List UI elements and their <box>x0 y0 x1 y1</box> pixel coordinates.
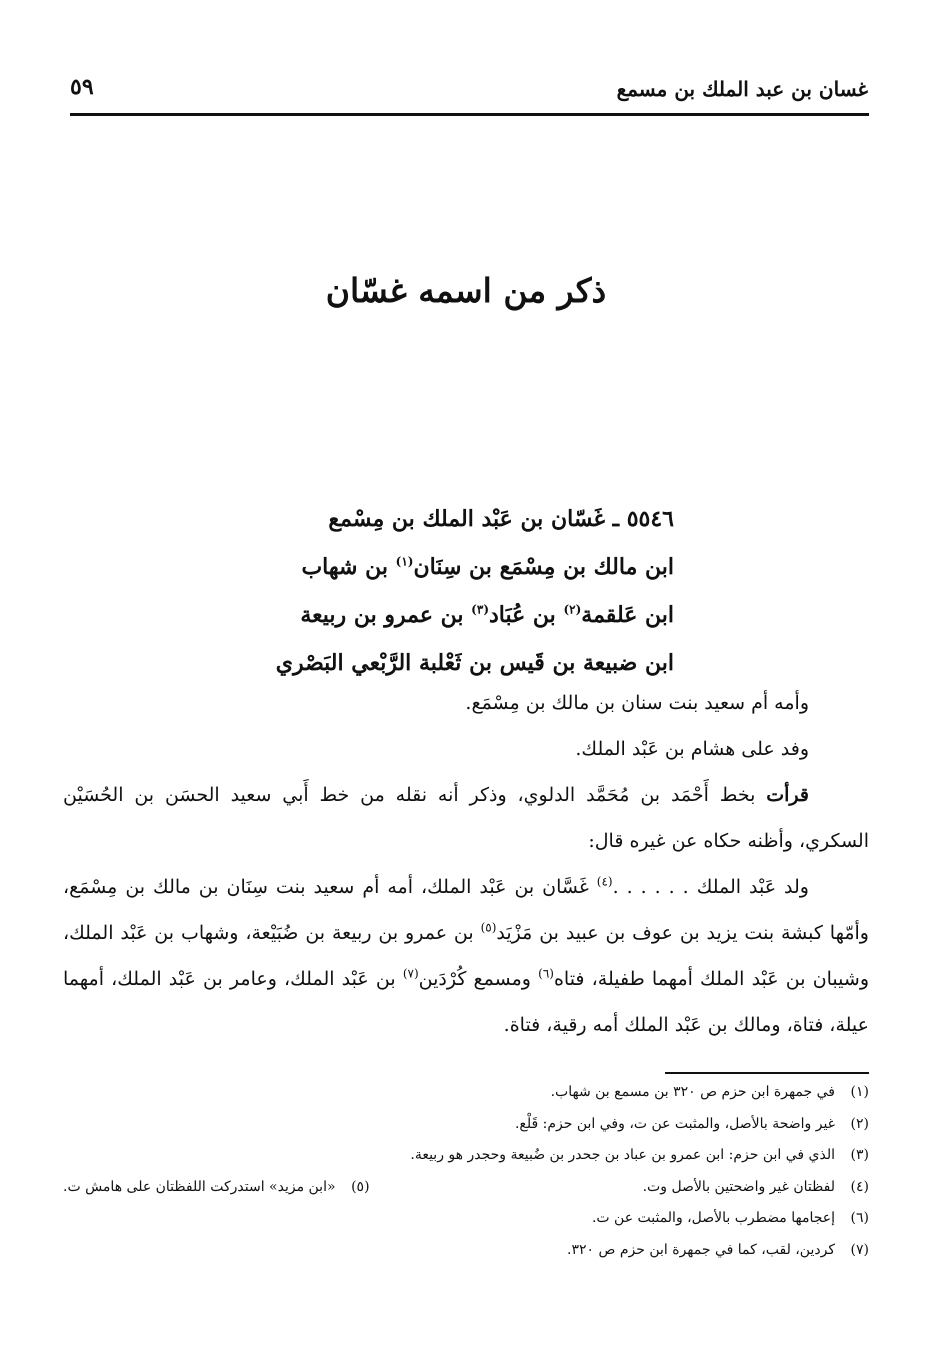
footnote-4 <box>63 1172 869 1204</box>
children-text-4: ومسمع كُرْدَين <box>418 968 531 990</box>
footnote-number: (٣) <box>850 1147 869 1163</box>
footnote-1 <box>63 1077 869 1109</box>
footnotes <box>63 1077 869 1266</box>
footnote-text: غير واضحة بالأصل، والمثبت عن ت، وفي ابن حزم: قَلْع. <box>514 1115 835 1132</box>
children-text-2: غَسَّان بن عَبْد الملك، أمه أم سعيد بنت سِنَان بن مالك بن مِسْمَع، وأمّها كبشة بنت يزيد بن عوف بن عبيد بن مَزْيَد <box>63 876 869 944</box>
entry-heading-line-2-text: ابن مالك بن مِسْمَع بن سِنَان <box>413 554 674 580</box>
footnote-rule <box>665 1072 869 1074</box>
footnote-number: (١) <box>850 1084 869 1100</box>
page-number: ٥٩ <box>70 74 94 100</box>
note-ref-1: (١) <box>395 554 414 569</box>
note-ref-4: (٤) <box>596 874 613 889</box>
entry-heading <box>234 495 674 687</box>
footnote-2 <box>63 1109 869 1141</box>
footnote-text: في جمهرة ابن حزم ص ٣٢٠ بن مسمع بن شهاب. <box>550 1084 835 1100</box>
note-ref-7: (٧) <box>402 966 419 981</box>
footnote-number: (٧) <box>850 1241 869 1258</box>
entry-heading-line-3 <box>234 591 674 639</box>
paragraph-children <box>63 864 869 1048</box>
paragraph-delegation: وفد على هشام بن عَبْد الملك. <box>575 738 809 760</box>
entry-heading-line-4-text: ابن ضبيعة بن قَيس بن ثَعْلبة الرَّبْعي البَصْري <box>275 650 674 676</box>
body-text <box>63 680 869 1048</box>
footnote-text: لفظتان غير واضحتين بالأصل وت. <box>642 1178 835 1195</box>
header-rule <box>70 113 869 116</box>
entry-heading-line-3-suffix: بن عمرو بن ربيعة <box>300 602 464 628</box>
paragraph-mother: وأمه أم سعيد بنت سنان بن مالك بن مِسْمَع. <box>465 692 809 714</box>
footnote-text: «ابن مزيد» استدركت اللفظتان على هامش ت. <box>63 1178 336 1195</box>
footnote-text: إعجامها مضطرب بالأصل، والمثبت عن ت. <box>591 1210 835 1226</box>
paragraph-source <box>63 772 869 864</box>
children-text-1: ولد عَبْد الملك . . . . . . <box>612 876 809 898</box>
footnote-5 <box>63 1172 370 1204</box>
source-lead-word: قرأت <box>766 784 809 806</box>
entry-heading-line-2-suffix: بن شهاب <box>301 554 388 580</box>
entry-heading-line-1 <box>234 495 674 543</box>
entry-heading-line-1-text: ٥٥٤٦ ـ غَسّان بن عَبْد الملك بن مِسْمع <box>328 506 674 532</box>
note-ref-6: (٦) <box>538 966 554 981</box>
footnote-7 <box>63 1235 869 1267</box>
footnote-3 <box>63 1140 869 1172</box>
running-header-title: غسان بن عبد الملك بن مسمع <box>616 77 868 101</box>
entry-heading-line-3-text: ابن عَلقمة <box>581 602 674 628</box>
footnote-text: كردين، لقب، كما في جمهرة ابن حزم ص ٣٢٠. <box>567 1241 835 1258</box>
note-ref-3: (٣) <box>471 602 489 617</box>
footnote-6 <box>63 1203 869 1235</box>
footnote-text: الذي في ابن حزم: ابن عمرو بن عباد بن جحدر بن ضُبيعة وحجدر هو ربيعة. <box>410 1147 835 1163</box>
footnote-number: (٦) <box>850 1210 869 1226</box>
footnote-number: (٥) <box>351 1178 370 1195</box>
section-heading: ذكر من اسمه غسّان <box>325 271 607 310</box>
children-text-3: بن عمرو بن ربيعة بن ضُبَيْعة، وشهاب بن عَبْد الملك، وشيبان بن عَبْد الملك أمهما طفيلة، فتاه <box>63 922 869 990</box>
footnote-number: (٤) <box>850 1178 869 1195</box>
note-ref-2: (٢) <box>563 602 582 617</box>
footnote-number: (٢) <box>850 1115 869 1132</box>
entry-heading-line-3-mid: بن عُبَاد <box>489 602 556 628</box>
entry-heading-line-2 <box>234 543 674 591</box>
source-text: بخط أَحْمَد بن مُحَمَّد الدلوي، وذكر أنه نقله من خط أَبي سعيد الحسَن بن الحُسَيْن السكري، وأظنه حكاه عن غيره قال: <box>63 784 869 852</box>
children-text-5: بن عَبْد الملك، وعامر بن عَبْد الملك، أمهما عيلة، فتاة، ومالك بن عَبْد الملك أمه رقية، فتاة. <box>63 968 869 1036</box>
note-ref-5: (٥) <box>480 920 497 935</box>
